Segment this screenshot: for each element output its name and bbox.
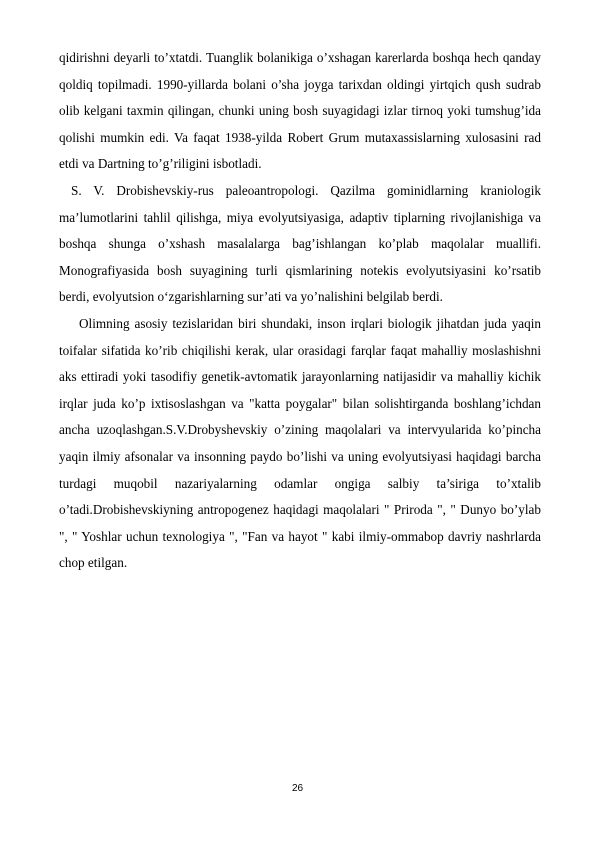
page-number: 26 [291,783,304,794]
document-body [59,45,541,577]
paragraph-fossil-search: qidirishni deyarli to’xtatdi. Tuanglik bolanikiga o’xshagan karerlarda boshqa hech qanday qoldiq topilmadi. 1990-yillarda bolani o’sha joyga tarixdan oldingi yirtqich qush sudrab olib kelgani taxmin qilingan, chunki uning bosh suyagidagi izlar tirnoq yoki tumshug’ida qolishi mumkin edi. Va faqat 1938-yilda Robert Grum mutaxassislarning xulosasini rad etdi va Dartning to’g’riligini isbotladi. [59,50,541,172]
paragraph-race-thesis: Olimning asosiy tezislaridan biri shundaki, inson irqlari biologik jihatdan juda yaqin toifalar sifatida ko’rib chiqilishi kerak, ular orasidagi farqlar faqat mahalliy moslashishni aks ettiradi yoki tasodifiy genetik-avtomatik jarayonlarning natijasidir va mahalliy kichik irqlar juda ko’p ixtisoslashgan va "katta poygalar" bilan solishtirganda boshlang’ichdan ancha uzoqlashgan.S.V.Drobyshevskiy o’zining maqolalari va intervyularida ko’pincha yaqin ilmiy afsonalar va insonning paydo bo’lishi va uning evolyutsiyasi haqidagi barcha turdagi muqobil nazariyalarning odamlar ongiga salbiy ta’siriga to’xtalib o’tadi.Drobishevskiyning antropogenez haqidagi maqolalari " Priroda ", " Dunyo bo’ylab ", " Yoshlar uchun texnologiya ", "Fan va hayot " kabi ilmiy-ommabop davriy nashrlarda chop etilgan. [59,315,541,571]
paragraph-drobishevskiy-bio: S. V. Drobishevskiy-rus paleoantropologi. Qazilma gominidlarning kraniologik ma’lumotlarini tahlil qilishga, miya evolyutsiyasiga, adaptiv tiplarning rivojlanishiga va boshqa shunga o’xshash masalalarga bag’ishlangan ko’plab maqolalar muallifi. Monografiyasida bosh suyagining turli qismlarining notekis evolyutsiyasini ko’rsatib berdi, evolyutsion o‘zgarishlarning sur’ati va yo’nalishini belgilab berdi. [59,182,541,305]
